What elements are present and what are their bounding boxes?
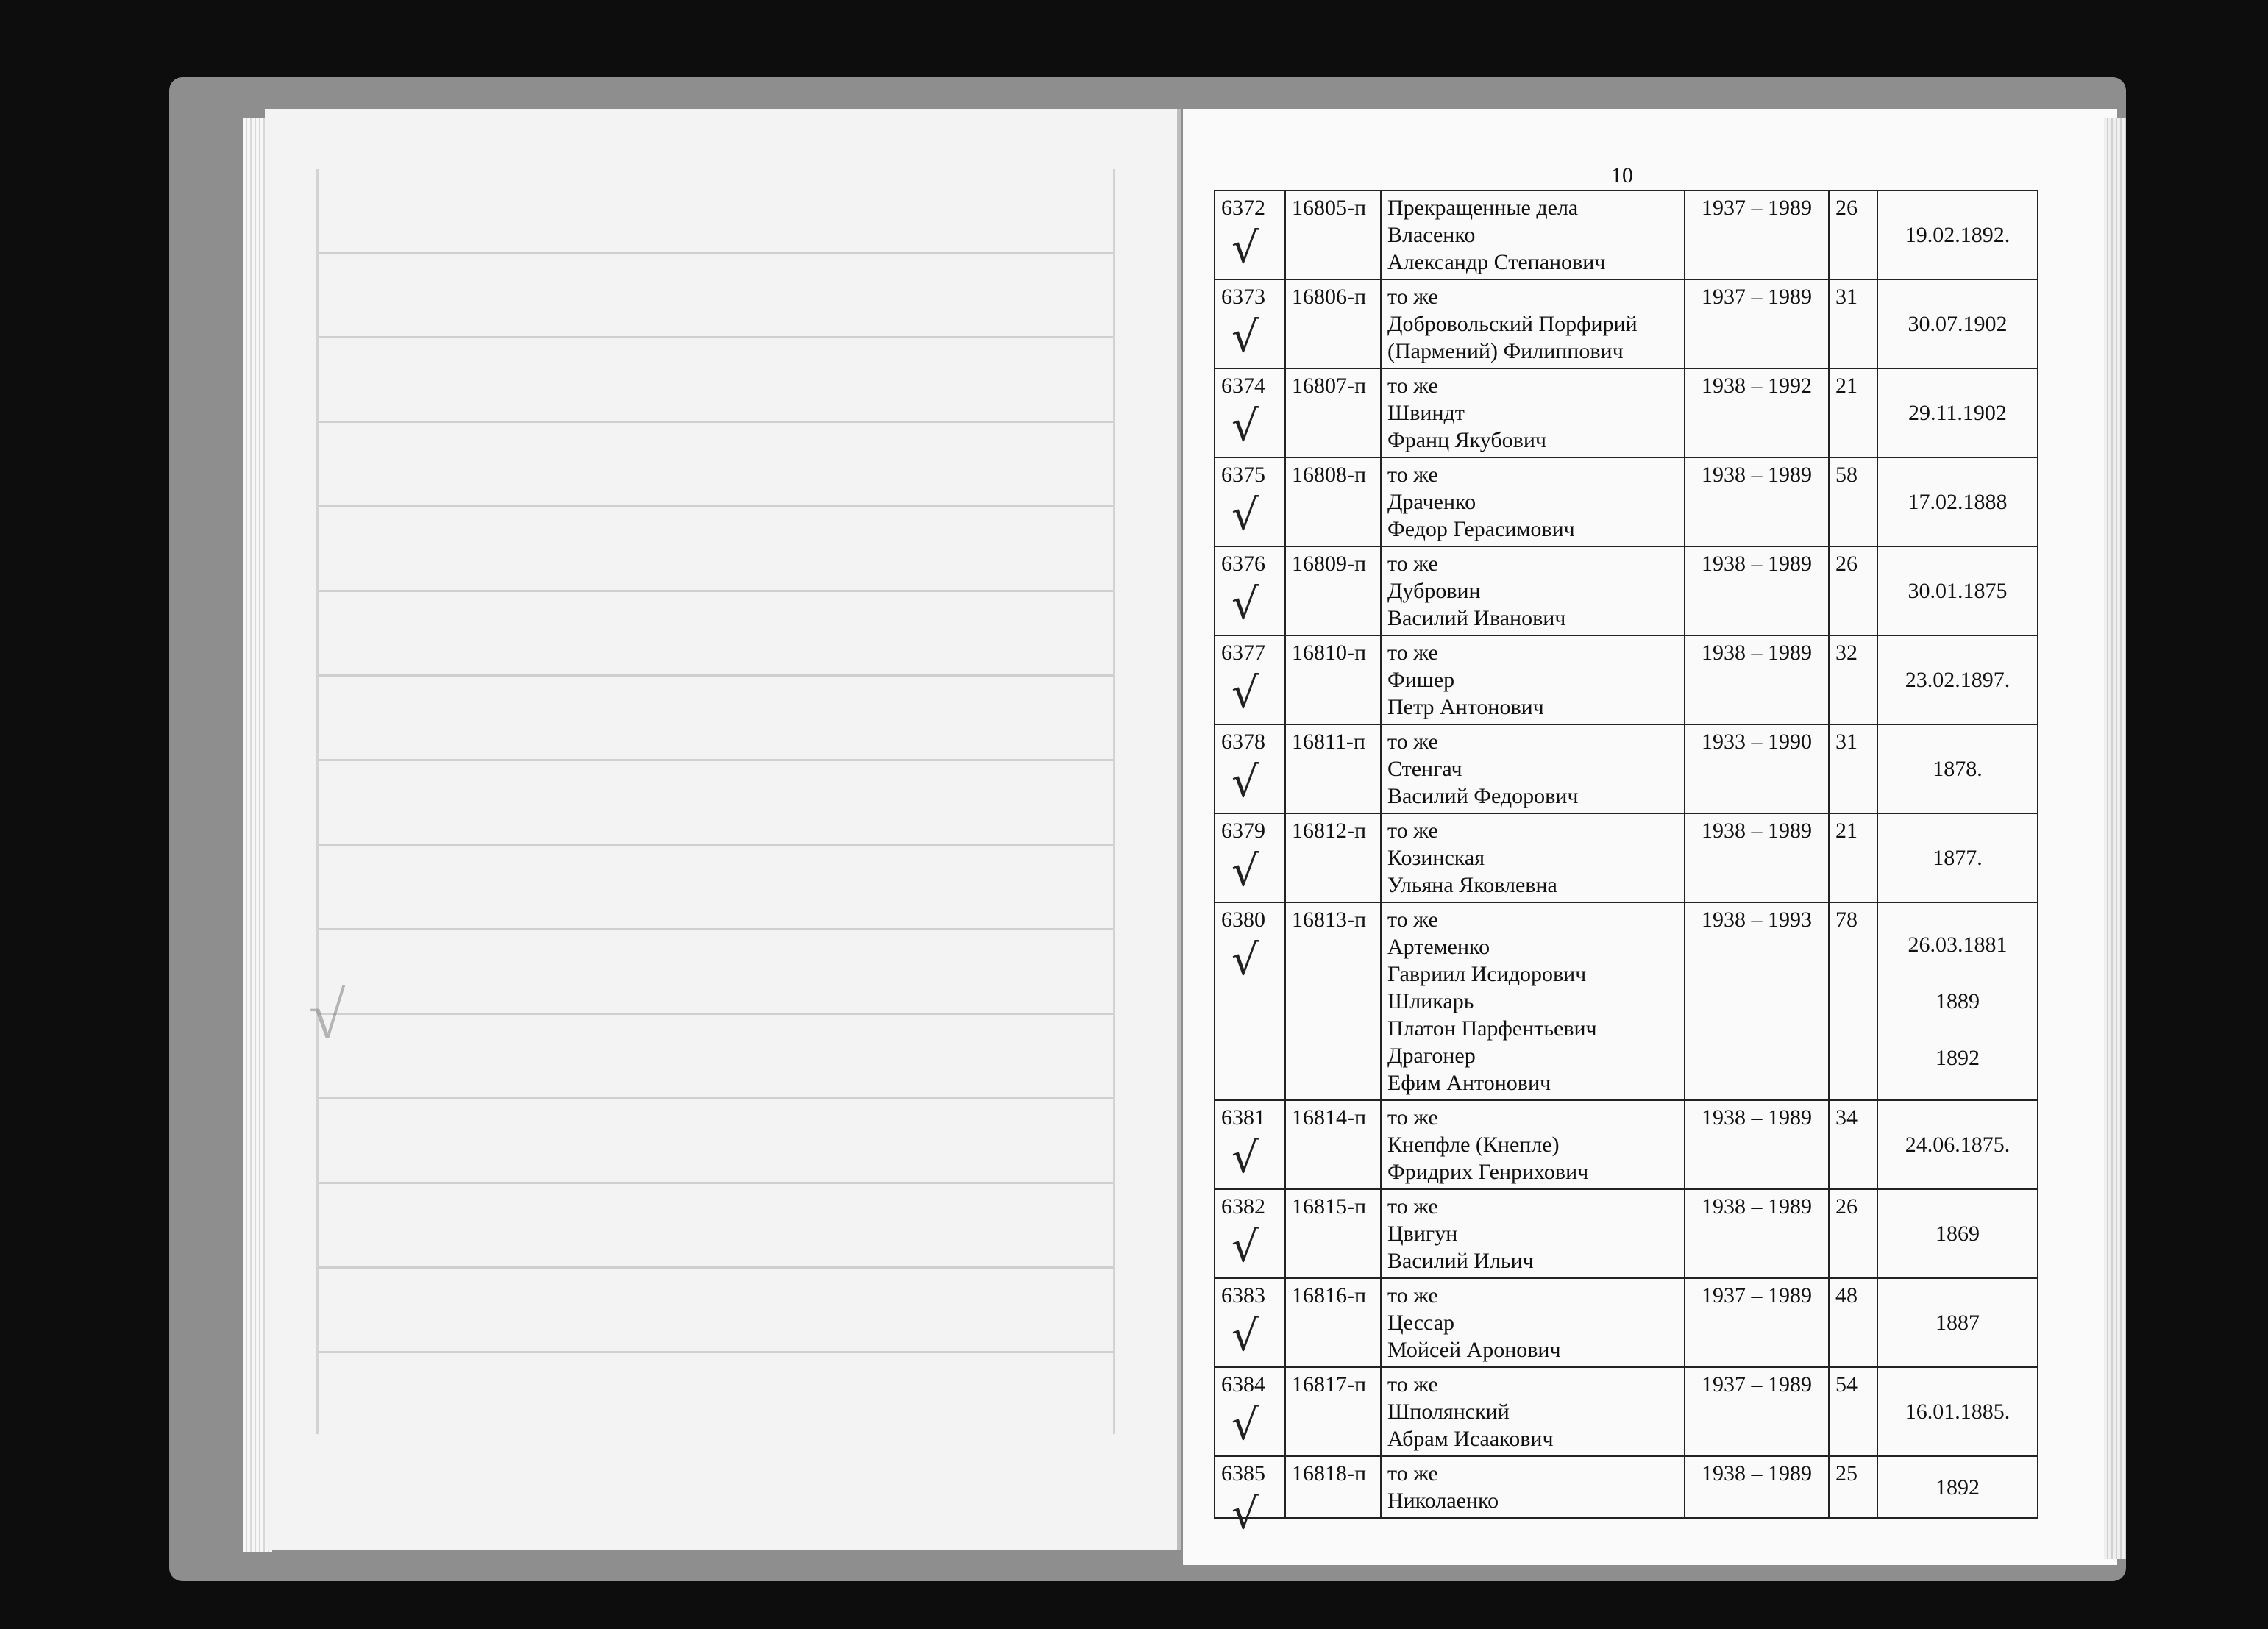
record-number-cell — [1215, 1100, 1285, 1189]
name-line: Драгонер — [1387, 1044, 1476, 1068]
date-spacer — [1884, 1015, 2031, 1044]
table-row — [1215, 1367, 2038, 1456]
period-cell: 1938 – 1989 — [1685, 457, 1829, 546]
period-cell: 1938 – 1992 — [1685, 368, 1829, 457]
case-names-cell — [1381, 279, 1685, 368]
record-number-cell — [1215, 1278, 1285, 1367]
table-row — [1215, 1100, 2038, 1189]
period-cell: 1938 – 1989 — [1685, 635, 1829, 724]
table-row — [1215, 724, 2038, 813]
register-table — [1214, 190, 2038, 1539]
case-names-cell — [1381, 546, 1685, 635]
record-number-cell — [1215, 635, 1285, 724]
case-names-cell — [1381, 1456, 1685, 1518]
case-names-cell — [1381, 368, 1685, 457]
name-line: Цвигун — [1387, 1222, 1458, 1246]
case-names-cell — [1381, 813, 1685, 902]
name-line: то же — [1387, 552, 1438, 576]
sheets-cell: 32 — [1829, 635, 1877, 724]
record-number-cell — [1215, 724, 1285, 813]
period-cell: 1938 – 1989 — [1685, 1189, 1829, 1278]
check-mark-icon: √ — [1231, 1222, 1259, 1272]
record-number: 6385 — [1221, 1461, 1265, 1486]
name-line: то же — [1387, 730, 1438, 754]
name-line: Абрам Исаакович — [1387, 1427, 1554, 1451]
birth-date-cell — [1877, 368, 2038, 457]
name-line: то же — [1387, 641, 1438, 665]
check-mark-icon: √ — [1231, 312, 1259, 362]
case-names-cell — [1381, 457, 1685, 546]
case-number-cell: 16810-п — [1285, 635, 1381, 724]
name-line: то же — [1387, 908, 1438, 932]
birth-date-cell — [1877, 813, 2038, 902]
table-row — [1215, 190, 2038, 279]
case-number-cell: 16815-п — [1285, 1189, 1381, 1278]
birth-date: 30.07.1902 — [1908, 312, 2008, 336]
check-mark-icon: √ — [1231, 579, 1259, 629]
birth-date-cell — [1877, 902, 2038, 1100]
record-number-cell — [1215, 368, 1285, 457]
birth-date: 23.02.1897. — [1905, 668, 2011, 692]
name-line: Франц Якубович — [1387, 428, 1546, 452]
name-line: Василий Иванович — [1387, 606, 1566, 630]
name-line: Василий Федорович — [1387, 784, 1579, 808]
record-number-cell — [1215, 1189, 1285, 1278]
birth-date: 1892 — [1935, 1475, 1980, 1500]
name-line: Фридрих Генрихович — [1387, 1160, 1589, 1184]
name-line: Федор Герасимович — [1387, 517, 1575, 541]
birth-date-cell — [1877, 1278, 2038, 1367]
name-line: то же — [1387, 1283, 1438, 1308]
birth-date-cell — [1877, 1189, 2038, 1278]
birth-date-cell — [1877, 190, 2038, 279]
case-number-cell: 16806-п — [1285, 279, 1381, 368]
sheets-cell: 31 — [1829, 279, 1877, 368]
name-line: Платон Парфентьевич — [1387, 1016, 1597, 1041]
case-number-cell: 16817-п — [1285, 1367, 1381, 1456]
record-number: 6376 — [1221, 552, 1265, 576]
sheets-cell: 34 — [1829, 1100, 1877, 1189]
table-row — [1215, 1278, 2038, 1367]
birth-date: 19.02.1892. — [1905, 223, 2011, 247]
name-line: то же — [1387, 285, 1438, 309]
name-line: Прекращенные дела — [1387, 196, 1579, 220]
name-line: то же — [1387, 374, 1438, 398]
record-number: 6384 — [1221, 1372, 1265, 1397]
case-number-cell: 16814-п — [1285, 1100, 1381, 1189]
table-row — [1215, 457, 2038, 546]
birth-date: 1877. — [1933, 846, 1983, 870]
name-line: то же — [1387, 1461, 1438, 1486]
record-number: 6381 — [1221, 1105, 1265, 1130]
sheets-cell: 54 — [1829, 1367, 1877, 1456]
period-cell: 1937 – 1989 — [1685, 279, 1829, 368]
page-number: 10 — [1611, 163, 1633, 188]
period-cell: 1938 – 1993 — [1685, 902, 1829, 1100]
check-mark-icon: √ — [1231, 846, 1259, 896]
case-number-cell: 16812-п — [1285, 813, 1381, 902]
case-names-cell — [1381, 1100, 1685, 1189]
bleed-through-check-icon: √ — [309, 980, 346, 1052]
case-number-cell: 16816-п — [1285, 1278, 1381, 1367]
name-line: Дубровин — [1387, 579, 1481, 603]
record-number-cell — [1215, 279, 1285, 368]
name-line: Фишер — [1387, 668, 1455, 692]
birth-date: 26.03.1881 — [1908, 933, 2008, 957]
birth-date-cell — [1877, 546, 2038, 635]
name-line: Василий Ильич — [1387, 1249, 1534, 1273]
name-line: Ульяна Яковлевна — [1387, 873, 1557, 897]
sheets-cell: 26 — [1829, 546, 1877, 635]
table-row — [1215, 1456, 2038, 1518]
case-number-cell: 16805-п — [1285, 190, 1381, 279]
table-row — [1215, 368, 2038, 457]
record-number: 6375 — [1221, 463, 1265, 487]
name-line: Александр Степанович — [1387, 250, 1606, 274]
sheets-cell: 25 — [1829, 1456, 1877, 1518]
check-mark-icon: √ — [1231, 401, 1259, 451]
period-cell: 1938 – 1989 — [1685, 546, 1829, 635]
record-number: 6373 — [1221, 285, 1265, 309]
birth-date: 1889 — [1935, 989, 1980, 1013]
record-number-cell — [1215, 1456, 1285, 1539]
record-number-cell — [1215, 902, 1285, 1100]
register-body — [1215, 190, 2038, 1539]
period-cell: 1938 – 1989 — [1685, 1456, 1829, 1518]
check-mark-icon: √ — [1231, 757, 1259, 807]
case-number-cell: 16808-п — [1285, 457, 1381, 546]
birth-date: 1887 — [1935, 1311, 1980, 1335]
table-row — [1215, 902, 2038, 1100]
check-mark-icon: √ — [1231, 668, 1259, 718]
period-cell: 1937 – 1989 — [1685, 1278, 1829, 1367]
table-row — [1215, 635, 2038, 724]
record-number-cell — [1215, 546, 1285, 635]
name-line: то же — [1387, 1194, 1438, 1219]
sheets-cell: 31 — [1829, 724, 1877, 813]
case-names-cell — [1381, 724, 1685, 813]
birth-date: 1878. — [1933, 757, 1983, 781]
name-line: Петр Антонович — [1387, 695, 1544, 719]
date-spacer — [1884, 958, 2031, 988]
birth-date: 1869 — [1935, 1222, 1980, 1246]
name-line: Козинская — [1387, 846, 1485, 870]
birth-date-cell — [1877, 1367, 2038, 1456]
name-line: Шполянский — [1387, 1400, 1510, 1424]
birth-date-cell — [1877, 1456, 2038, 1518]
case-number-cell: 16807-п — [1285, 368, 1381, 457]
name-line: Шликарь — [1387, 989, 1474, 1013]
name-line: Артеменко — [1387, 935, 1490, 959]
sheets-cell: 21 — [1829, 368, 1877, 457]
right-page-edge — [2104, 118, 2126, 1559]
check-mark-icon: √ — [1231, 1311, 1259, 1361]
record-number: 6378 — [1221, 730, 1265, 754]
name-line: Мойсей Аронович — [1387, 1338, 1561, 1362]
case-names-cell — [1381, 635, 1685, 724]
record-number-cell — [1215, 457, 1285, 546]
case-number-cell: 16813-п — [1285, 902, 1381, 1100]
name-line: то же — [1387, 819, 1438, 843]
case-number-cell: 16811-п — [1285, 724, 1381, 813]
period-cell: 1937 – 1989 — [1685, 190, 1829, 279]
sheets-cell: 21 — [1829, 813, 1877, 902]
name-line: (Пармений) Филиппович — [1387, 339, 1624, 363]
period-cell: 1933 – 1990 — [1685, 724, 1829, 813]
bleed-through-table — [316, 169, 1115, 1434]
case-number-cell: 16809-п — [1285, 546, 1381, 635]
birth-date-cell — [1877, 724, 2038, 813]
birth-date-cell — [1877, 1100, 2038, 1189]
check-mark-icon: √ — [1231, 223, 1259, 273]
birth-date: 17.02.1888 — [1908, 490, 2008, 514]
check-mark-icon: √ — [1231, 490, 1259, 540]
sheets-cell: 26 — [1829, 1189, 1877, 1278]
record-number: 6383 — [1221, 1283, 1265, 1308]
sheets-cell: 78 — [1829, 902, 1877, 1100]
table-row — [1215, 813, 2038, 902]
name-line: Стенгач — [1387, 757, 1462, 781]
name-line: Гавриил Исидорович — [1387, 962, 1587, 986]
record-number: 6372 — [1221, 196, 1265, 220]
name-line: то же — [1387, 463, 1438, 487]
name-line: Ефим Антонович — [1387, 1071, 1551, 1095]
sheets-cell: 48 — [1829, 1278, 1877, 1367]
case-number-cell: 16818-п — [1285, 1456, 1381, 1518]
check-mark-icon: √ — [1231, 1133, 1259, 1183]
birth-date-cell — [1877, 279, 2038, 368]
check-mark-icon: √ — [1231, 1489, 1259, 1539]
table-row — [1215, 546, 2038, 635]
record-number: 6382 — [1221, 1194, 1265, 1219]
birth-date: 16.01.1885. — [1905, 1400, 2011, 1424]
table-row — [1215, 1189, 2038, 1278]
record-number: 6377 — [1221, 641, 1265, 665]
name-line: Николаенко — [1387, 1489, 1499, 1513]
check-mark-icon: √ — [1231, 935, 1259, 985]
table-row — [1215, 279, 2038, 368]
birth-date: 30.01.1875 — [1908, 579, 2008, 603]
record-number: 6379 — [1221, 819, 1265, 843]
case-names-cell — [1381, 1278, 1685, 1367]
record-number-cell — [1215, 813, 1285, 902]
case-names-cell — [1381, 1367, 1685, 1456]
name-line: то же — [1387, 1105, 1438, 1130]
case-names-cell — [1381, 190, 1685, 279]
birth-date: 24.06.1875. — [1905, 1133, 2011, 1157]
record-number: 6380 — [1221, 908, 1265, 932]
birth-date: 1892 — [1935, 1046, 1980, 1070]
name-line: то же — [1387, 1372, 1438, 1397]
record-number-cell — [1215, 190, 1285, 279]
sheets-cell: 58 — [1829, 457, 1877, 546]
case-names-cell — [1381, 902, 1685, 1100]
name-line: Драченко — [1387, 490, 1476, 514]
check-mark-icon: √ — [1231, 1400, 1259, 1450]
name-line: Власенко — [1387, 223, 1476, 247]
record-number-cell — [1215, 1367, 1285, 1456]
birth-date: 29.11.1902 — [1908, 401, 2007, 425]
period-cell: 1938 – 1989 — [1685, 1100, 1829, 1189]
birth-date-cell — [1877, 635, 2038, 724]
period-cell: 1938 – 1989 — [1685, 813, 1829, 902]
birth-date-cell — [1877, 457, 2038, 546]
name-line: Кнепфле (Кнепле) — [1387, 1133, 1560, 1157]
period-cell: 1937 – 1989 — [1685, 1367, 1829, 1456]
record-number: 6374 — [1221, 374, 1265, 398]
sheets-cell: 26 — [1829, 190, 1877, 279]
name-line: Добровольский Порфирий — [1387, 312, 1638, 336]
name-line: Цессар — [1387, 1311, 1455, 1335]
name-line: Швиндт — [1387, 401, 1465, 425]
case-names-cell — [1381, 1189, 1685, 1278]
